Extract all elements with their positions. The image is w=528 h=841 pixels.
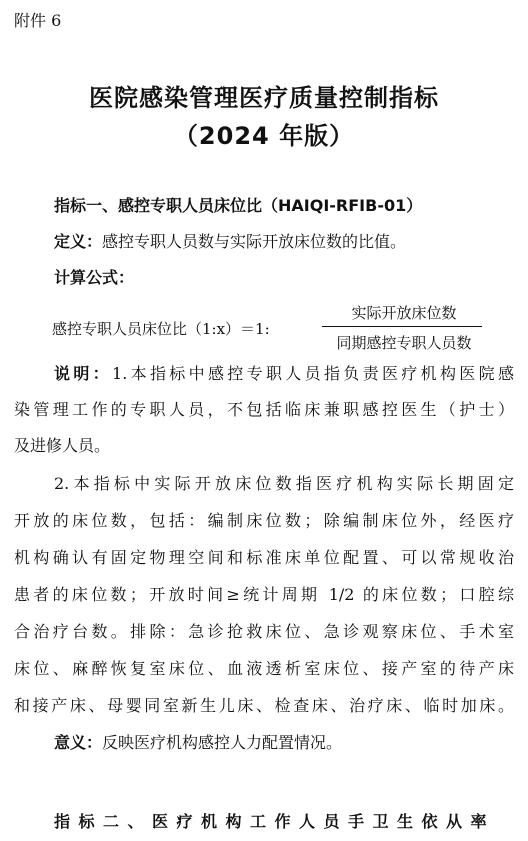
note1-line2: 染管理工作的专职人员，不包括临床兼职感控医生（护士） [14, 400, 514, 419]
note2-line: 患者的床位数；开放时间≥统计周期 1/2 的床位数；口腔综 [14, 585, 514, 604]
formula-left-side: 感控专职人员床位比（1:x）＝1: [52, 320, 270, 338]
note2-line: 合治疗台数。排除：急诊抢救床位、急诊观察床位、手术室 [14, 622, 514, 641]
indicator1-heading: 指标一、感控专职人员床位比（HAIQI-RFIB-01） [54, 196, 423, 215]
formula-denominator: 同期感控专职人员数 [336, 334, 472, 352]
meaning-paragraph [54, 733, 514, 753]
formula-numerator: 实际开放床位数 [351, 304, 457, 322]
attachment-label: 附件 6 [14, 11, 62, 30]
note1-line1: 说明：1.本指标中感控专职人员指负责医疗机构医院感 [54, 364, 514, 383]
definition-text: 感控专职人员数与实际开放床位数的比值。 [102, 232, 407, 251]
fraction-bar [322, 326, 482, 327]
note1-line3: 及进修人员。 [14, 436, 111, 455]
document-title: 医院感染管理医疗质量控制指标 [89, 84, 439, 112]
meaning-text: 反映医疗机构感控人力配置情况。 [102, 733, 343, 752]
formula [52, 302, 482, 358]
definition-paragraph [54, 232, 514, 252]
note-label: 说明： [54, 364, 113, 383]
formula-label: 计算公式： [54, 268, 135, 287]
note2-line: 开放的床位数，包括：编制床位数；除编制床位外，经医疗 [14, 511, 514, 530]
indicator2-heading: 指标二、医疗机构工作人员手卫生依从率 [54, 812, 496, 831]
document-title-edition: （2024 年版） [173, 122, 355, 150]
note2-line: 和接产床、母婴同室新生儿床、检查床、治疗床、临时加床。 [14, 696, 514, 715]
note2-line: 机构确认有固定物理空间和标准床单位配置、可以常规收治 [14, 548, 514, 567]
note2-line: 床位、麻醉恢复室床位、血液透析室床位、接产室的待产床 [14, 659, 514, 678]
meaning-label: 意义： [54, 733, 103, 752]
definition-label: 定义： [54, 232, 103, 251]
note2-line: 2.本指标中实际开放床位数指医疗机构实际长期固定 [54, 474, 514, 493]
